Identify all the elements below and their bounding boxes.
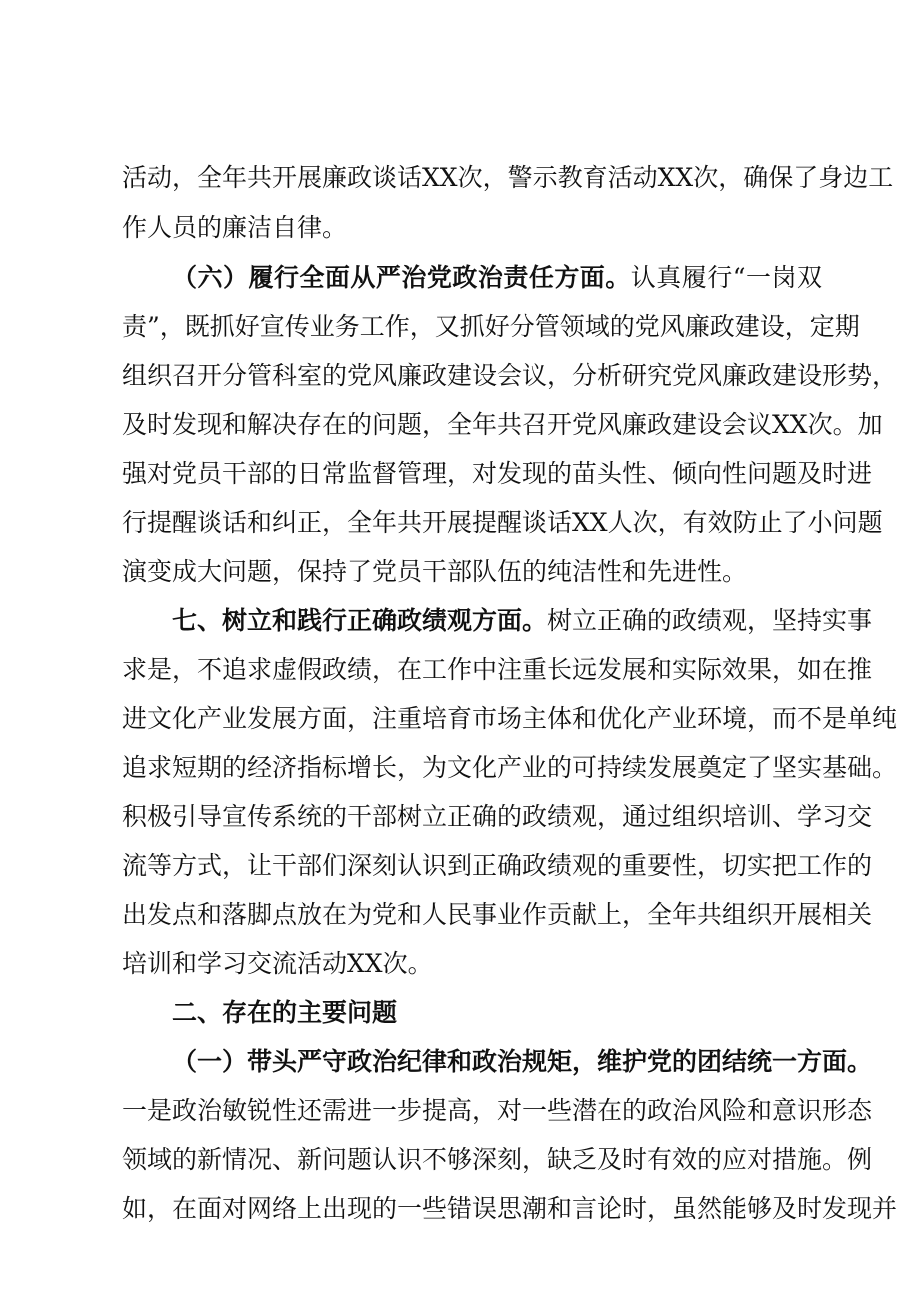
section-heading: （一）带头严守政治纪律和政治规矩，维护党的团结统一方面。: [172, 1047, 873, 1076]
section-heading-line: [172, 258, 822, 298]
paragraph-line: 如，在面对网络上出现的一些错误思潮和言论时，虽然能够及时发现并: [122, 1194, 898, 1223]
paragraph-line: 作人员的廉洁自律。: [122, 213, 348, 242]
paragraph-line: 培训和学习交流活动XX次。: [122, 949, 433, 978]
section-heading-line: [172, 993, 822, 1033]
paragraph-line: 及时发现和解决存在的问题，全年共召开党风廉政建设会议XX次。加: [122, 410, 883, 439]
paragraph-line: 组织召开分管科室的党风廉政建设会议，分析研究党风廉政建设形势，: [122, 361, 898, 390]
paragraph-line: 演变成大问题，保持了党员干部队伍的纯洁性和先进性。: [122, 557, 748, 586]
paragraph-line: 进文化产业发展方面，注重培育市场主体和优化产业环境，而不是单纯: [122, 704, 898, 733]
paragraph-text: 树立正确的政绩观，坚持实事: [547, 606, 873, 635]
paragraph-line: 积极引导宣传系统的干部树立正确的政绩观，通过组织培训、学习交: [122, 802, 873, 831]
paragraph-line: 行提醒谈话和纠正，全年共开展提醒谈话XX人次，有效防止了小问题: [122, 508, 883, 537]
paragraph-line: 强对党员干部的日常监督管理，对发现的苗头性、倾向性问题及时进: [122, 459, 873, 488]
section-heading: 二、存在的主要问题: [172, 998, 398, 1027]
paragraph-line: 一是政治敏锐性还需进一步提高，对一些潜在的政治风险和意识形态: [122, 1096, 873, 1125]
section-heading-line: [172, 1042, 873, 1082]
paragraph-line: 领域的新情况、新问题认识不够深刻，缺乏及时有效的应对措施。例: [122, 1145, 873, 1174]
paragraph-line: 追求短期的经济指标增长，为文化产业的可持续发展奠定了坚实基础。: [122, 753, 898, 782]
section-heading: （六）履行全面从严治党政治责任方面。: [172, 263, 631, 292]
section-heading: 七、树立和践行正确政绩观方面。: [172, 606, 548, 635]
paragraph-text: 认真履行“一岗双: [630, 263, 822, 292]
paragraph-line: 活动，全年共开展廉政谈话XX次，警示教育活动XX次，确保了身边工: [122, 163, 894, 192]
paragraph-line: 责”，既抓好宣传业务工作，又抓好分管领域的党风廉政建设，定期: [122, 312, 860, 341]
paragraph-line: 出发点和落脚点放在为党和人民事业作贡献上，全年共组织开展相关: [122, 900, 873, 929]
paragraph-line: 流等方式，让干部们深刻认识到正确政绩观的重要性，切实把工作的: [122, 851, 873, 880]
paragraph-line: 求是，不追求虚假政绩，在工作中注重长远发展和实际效果，如在推: [122, 655, 873, 684]
section-heading-line: [172, 601, 873, 641]
